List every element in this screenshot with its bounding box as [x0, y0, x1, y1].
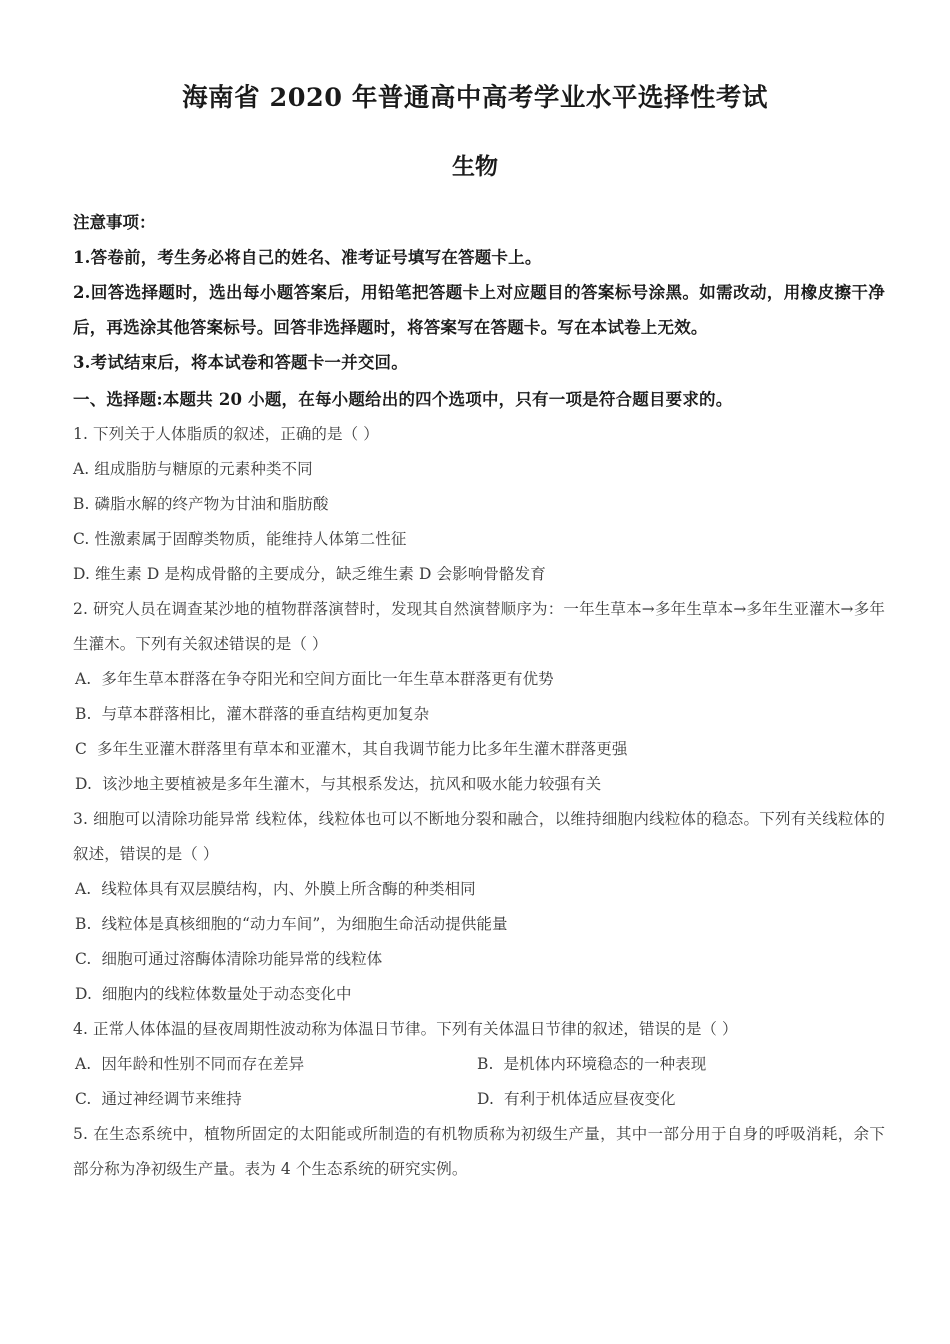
question-1-option-d[interactable]: D. 维生素 D 是构成骨骼的主要成分，缺乏维生素 D 会影响骨骼发育 [73, 565, 546, 583]
question-2-option-a[interactable]: A. 多年生草本群落在争夺阳光和空间方面比一年生草本群落更有优势 [75, 670, 554, 688]
notice-item-3: 3.考试结束后，将本试卷和答题卡一并交回。 [73, 353, 408, 372]
question-1-option-a[interactable]: A. 组成脂肪与糖原的元素种类不同 [73, 460, 313, 478]
question-1 [73, 417, 885, 592]
question-3-option-a[interactable]: A. 线粒体具有双层膜结构，内、外膜上所含酶的种类相同 [75, 880, 476, 898]
question-5-stem: 5. 在生态系统中，植物所固定的太阳能或所制造的有机物质称为初级生产量，其中一部分用于自身的呼吸消耗，余下部分称为净初级生产量。表为 4 个生态系统的研究实例。 [73, 1125, 885, 1178]
question-4-option-row-2 [73, 1082, 885, 1117]
question-3-stem: 3. 细胞可以清除功能异常 线粒体，线粒体也可以不断地分裂和融合，以维持细胞内线粒体的稳态。下列有关线粒体的叙述，错误的是（ ） [73, 810, 885, 863]
subject-title: 生物 [452, 153, 498, 180]
question-2-option-b[interactable]: B. 与草本群落相比，灌木群落的垂直结构更加复杂 [75, 705, 430, 723]
question-3-option-b[interactable]: B. 线粒体是真核细胞的“动力车间”，为细胞生命活动提供能量 [75, 915, 508, 933]
question-4-option-b[interactable]: B. 是机体内环境稳态的一种表现 [477, 1055, 707, 1073]
notice-heading: 注意事项： [73, 213, 156, 232]
page-title: 海南省 2020 年普通高中高考学业水平选择性考试 [182, 83, 768, 113]
question-2-option-d[interactable]: D. 该沙地主要植被是多年生灌木，与其根系发达，抗风和吸水能力较强有关 [75, 775, 602, 793]
question-1-option-c[interactable]: C. 性激素属于固醇类物质，能维持人体第二性征 [73, 530, 407, 548]
question-2-option-c[interactable]: C 多年生亚灌木群落里有草本和亚灌木，其自我调节能力比多年生灌木群落更强 [75, 740, 628, 758]
question-4-option-row-1 [73, 1047, 885, 1082]
question-1-option-b[interactable]: B. 磷脂水解的终产物为甘油和脂肪酸 [73, 495, 329, 513]
question-4-stem: 4. 正常人体体温的昼夜周期性波动称为体温日节律。下列有关体温日节律的叙述，错误的是（ ） [73, 1020, 738, 1038]
notice-item-2: 2.回答选择题时，选出每小题答案后，用铅笔把答题卡上对应题目的答案标号涂黑。如需改动，用橡皮擦干净后，再选涂其他答案标号。回答非选择题时，将答案写在答题卡。写在本试卷上无效。 [73, 283, 885, 337]
question-3 [73, 802, 885, 1012]
notice-item-1: 1.答卷前，考生务必将自己的姓名、准考证号填写在答题卡上。 [73, 248, 542, 267]
question-4-option-d[interactable]: D. 有利于机体适应昼夜变化 [477, 1090, 676, 1108]
question-3-option-d[interactable]: D. 细胞内的线粒体数量处于动态变化中 [75, 985, 352, 1003]
question-1-stem: 1. 下列关于人体脂质的叙述，正确的是（ ） [73, 425, 379, 443]
question-2 [73, 592, 885, 802]
question-3-option-c[interactable]: C. 细胞可通过溶酶体清除功能异常的线粒体 [75, 950, 383, 968]
question-2-stem: 2. 研究人员在调查某沙地的植物群落演替时，发现其自然演替顺序为：一年生草本→多年生草本→多年生亚灌木→多年生灌木。下列有关叙述错误的是（ ） [73, 600, 885, 653]
question-4-option-c[interactable]: C. 通过神经调节来维持 [75, 1090, 242, 1108]
question-5 [73, 1117, 885, 1187]
section-heading-multiple-choice: 一、选择题:本题共 20 小题，在每小题给出的四个选项中，只有一项是符合题目要求的。 [73, 390, 733, 409]
document-body [73, 205, 885, 1187]
question-4-option-a[interactable]: A. 因年龄和性别不同而存在差异 [75, 1055, 305, 1073]
question-4 [73, 1012, 885, 1117]
